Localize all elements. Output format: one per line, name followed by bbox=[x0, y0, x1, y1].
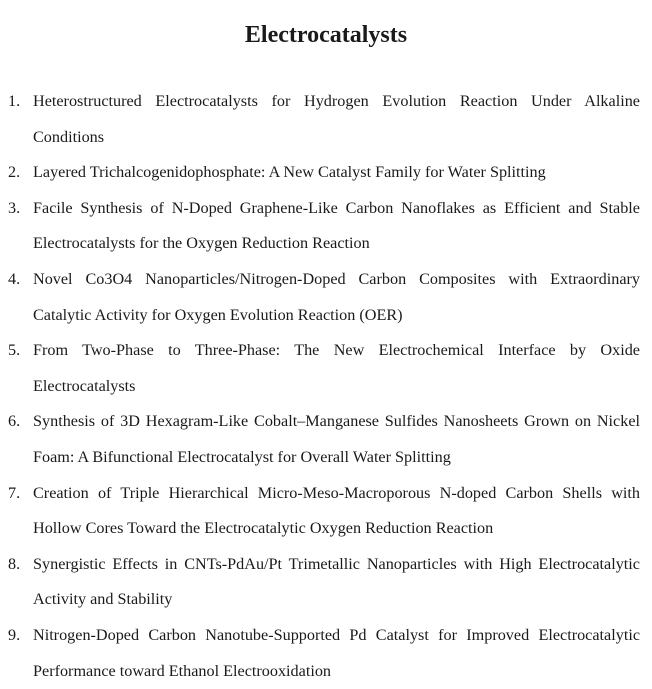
reference-number: 1. bbox=[8, 92, 21, 110]
reference-item-1 bbox=[0, 84, 652, 155]
page-title: Electrocatalysts bbox=[244, 22, 408, 48]
reference-list bbox=[0, 84, 652, 689]
reference-title: Nitrogen-Doped Carbon Nanotube-Supported Pd Catalyst for Improved Electrocatalytic Performance toward Ethanol Electrooxidation bbox=[33, 625, 640, 680]
reference-item-7 bbox=[0, 476, 652, 547]
reference-item-6 bbox=[0, 404, 652, 475]
reference-title: Novel Co3O4 Nanoparticles/Nitrogen-Doped Carbon Composites with Extraordinary Catalytic Activity for Oxygen Evolution Reaction (OER) bbox=[33, 269, 640, 324]
reference-title: From Two-Phase to Three-Phase: The New Electrochemical Interface by Oxide Electrocatalysts bbox=[33, 341, 640, 395]
reference-number: 8. bbox=[8, 554, 21, 573]
reference-item-2 bbox=[0, 155, 652, 191]
reference-number: 3. bbox=[8, 198, 21, 217]
reference-title: Creation of Triple Hierarchical Micro-Meso-Macroporous N-doped Carbon Shells with Hollow Cores Toward the Electrocatalytic Oxygen Reduction Reaction bbox=[33, 483, 640, 538]
reference-title: Layered Trichalcogenidophosphate: A New Catalyst Family for Water Splitting bbox=[33, 163, 546, 182]
reference-number: 7. bbox=[8, 483, 21, 502]
reference-title: Facile Synthesis of N-Doped Graphene-Like Carbon Nanoflakes as Efficient and Stable Electrocatalysts for the Oxygen Reduction Reaction bbox=[33, 198, 640, 253]
reference-number: 9. bbox=[8, 625, 21, 644]
reference-number: 6. bbox=[8, 412, 21, 431]
reference-item-4 bbox=[0, 262, 652, 333]
reference-number: 2. bbox=[8, 163, 21, 182]
reference-title: Heterostructured Electrocatalysts for Hydrogen Evolution Reaction Under Alkaline Conditions bbox=[33, 92, 640, 146]
reference-item-5 bbox=[0, 333, 652, 404]
reference-title: Synergistic Effects in CNTs-PdAu/Pt Trimetallic Nanoparticles with High Electrocatalytic Activity and Stability bbox=[33, 554, 640, 609]
reference-number: 5. bbox=[8, 341, 21, 360]
reference-item-8 bbox=[0, 547, 652, 618]
reference-number: 4. bbox=[8, 269, 21, 288]
reference-item-3 bbox=[0, 191, 652, 262]
reference-title: Synthesis of 3D Hexagram-Like Cobalt–Manganese Sulfides Nanosheets Grown on Nickel Foam: A Bifunctional Electrocatalyst for Overall Water Splitting bbox=[33, 412, 640, 466]
reference-item-9 bbox=[0, 618, 652, 689]
